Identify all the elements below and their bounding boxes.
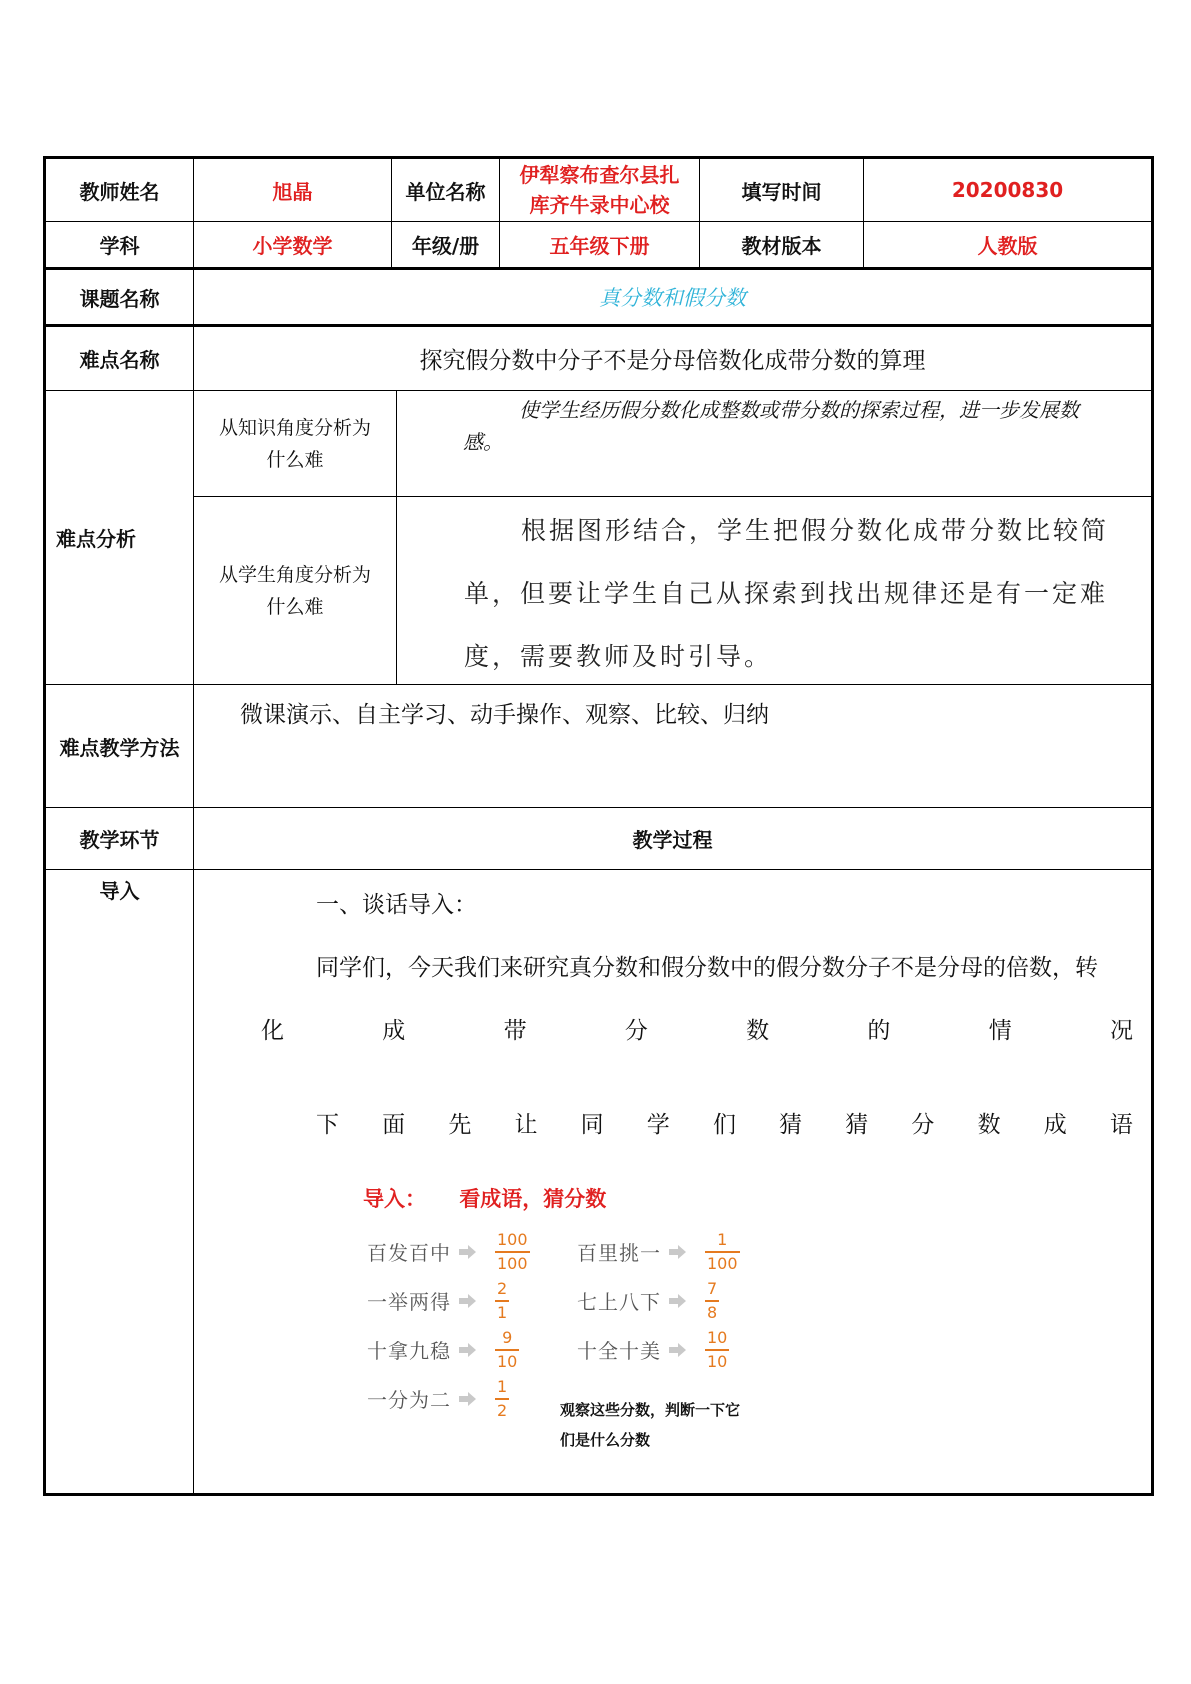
difficulty-name-label: 难点名称	[79, 348, 160, 372]
idiom-slide-title-prefix: 导入：	[363, 1187, 426, 1211]
fraction-denominator: 2	[497, 1400, 508, 1420]
fraction	[495, 1378, 509, 1420]
spread-char: 带	[503, 1018, 527, 1044]
arrow-right-icon	[669, 1339, 705, 1361]
subject-label: 学科	[99, 234, 140, 258]
spread-char: 的	[867, 1018, 891, 1044]
arrow-right-icon	[459, 1339, 495, 1361]
arrow-right-icon	[459, 1388, 495, 1410]
knowledge-angle-line-2: 什么难	[266, 448, 324, 471]
spread-char: 数	[746, 1018, 770, 1044]
fraction-numerator: 100	[497, 1230, 528, 1249]
spread-char: 猜	[779, 1112, 803, 1138]
idiom-item	[367, 1280, 509, 1322]
teacher-name-label: 教师姓名	[79, 179, 160, 204]
student-analysis-line-1: 根据图形结合，学生把假分数化成带分数比较简	[521, 516, 1110, 545]
idiom-text: 百里挑一	[577, 1241, 661, 1266]
idiom-text: 百发百中	[367, 1241, 451, 1266]
difficulty-name-value: 探究假分数中分子不是分母倍数化成带分数的算理	[419, 348, 926, 374]
fraction	[495, 1231, 530, 1273]
fraction-denominator: 10	[707, 1351, 728, 1371]
subject-value: 小学数学	[252, 234, 333, 258]
knowledge-analysis-line-2: 感。	[463, 430, 503, 454]
idiom-text: 十全十美	[577, 1339, 661, 1364]
teaching-method-value: 微课演示、自主学习、动手操作、观察、比较、归纳	[240, 702, 769, 728]
spread-char: 分	[911, 1112, 935, 1138]
spread-char: 先	[448, 1112, 472, 1138]
difficulty-analysis-label: 难点分析	[56, 527, 136, 551]
idiom-item	[577, 1329, 729, 1371]
unit-name-value	[500, 159, 699, 221]
fraction-numerator: 1	[497, 1377, 508, 1396]
idiom-text: 十拿九稳	[367, 1339, 451, 1364]
fraction-denominator: 100	[707, 1253, 738, 1273]
spread-char: 情	[988, 1018, 1012, 1044]
idiom-slide-note-line-1: 观察这些分数，判断一下它	[560, 1401, 741, 1419]
fraction-denominator: 1	[497, 1302, 508, 1322]
spread-char: 们	[712, 1112, 736, 1138]
student-angle-line-2: 什么难	[266, 595, 324, 618]
fill-date-label: 填写时间	[741, 179, 822, 204]
spread-char: 语	[1109, 1112, 1133, 1138]
spread-char: 学	[646, 1112, 670, 1138]
fraction-denominator: 10	[497, 1351, 518, 1371]
spread-char: 面	[382, 1112, 406, 1138]
fraction-numerator: 9	[502, 1328, 513, 1347]
spread-char: 猜	[845, 1112, 869, 1138]
idiom-item	[367, 1231, 530, 1273]
row-divider	[43, 684, 1154, 685]
intro-heading: 一、谈话导入：	[316, 892, 477, 918]
topic-value: 真分数和假分数	[599, 286, 746, 310]
idiom-item	[367, 1378, 509, 1420]
spread-char: 让	[514, 1112, 538, 1138]
table-border-bottom	[43, 1493, 1154, 1496]
fraction-numerator: 1	[717, 1230, 728, 1249]
fraction-denominator: 100	[497, 1253, 528, 1273]
spread-char: 化	[261, 1018, 284, 1044]
table-border-right	[1151, 156, 1154, 1496]
fraction	[705, 1231, 740, 1273]
arrow-right-icon	[669, 1241, 705, 1263]
intro-paragraph-line-2	[261, 1012, 1133, 1045]
knowledge-analysis-line-1: 使学生经历假分数化成整数或带分数的探索过程，进一步发展数	[519, 398, 1079, 422]
fraction	[495, 1280, 509, 1322]
arrow-right-icon	[459, 1290, 495, 1312]
idiom-text: 一举两得	[367, 1290, 451, 1315]
spread-char: 成	[382, 1018, 406, 1044]
fraction-numerator: 10	[707, 1328, 728, 1347]
idiom-slide-title-main: 看成语，猜分数	[459, 1187, 607, 1211]
idiom-item	[577, 1231, 740, 1273]
grade-label: 年级/册	[411, 234, 480, 258]
unit-name-line-1: 伊犁察布查尔县扎	[519, 163, 680, 187]
fill-date-value: 20200830	[951, 178, 1064, 202]
idiom-item	[367, 1329, 519, 1371]
idiom-text: 七上八下	[577, 1290, 661, 1315]
grade-value: 五年级下册	[549, 234, 650, 258]
teaching-stage-label: 教学环节	[79, 828, 160, 852]
teacher-name-value: 旭晶	[272, 179, 313, 204]
idiom-slide-note-line-2: 们是什么分数	[560, 1431, 651, 1449]
edition-label: 教材版本	[741, 234, 822, 258]
fraction-denominator: 8	[707, 1302, 718, 1322]
arrow-right-icon	[669, 1290, 705, 1312]
intro-paragraph-line-1: 同学们，今天我们来研究真分数和假分数中的假分数分子不是分母的倍数，转	[316, 955, 1098, 981]
column-divider	[396, 390, 397, 684]
fraction	[705, 1329, 729, 1371]
row-divider	[43, 869, 1154, 870]
student-angle-line-1: 从学生角度分析为	[218, 563, 371, 586]
knowledge-angle-line-1: 从知识角度分析为	[218, 416, 371, 439]
lesson-design-table	[43, 156, 1154, 1496]
idiom-slide-note	[560, 1395, 770, 1455]
spread-char: 同	[580, 1112, 604, 1138]
student-angle-label	[194, 497, 396, 684]
idiom-text: 一分为二	[367, 1388, 451, 1413]
spread-char: 况	[1109, 1018, 1133, 1044]
idiom-slide-title	[363, 1183, 606, 1213]
fraction-numerator: 2	[497, 1279, 508, 1298]
intro-paragraph-line-3	[316, 1106, 1133, 1139]
spread-char: 数	[977, 1112, 1001, 1138]
intro-stage-label: 导入	[99, 878, 140, 903]
knowledge-angle-label	[194, 391, 396, 496]
student-analysis-line-3: 度，需要教师及时引导。	[464, 642, 773, 671]
topic-label: 课题名称	[79, 286, 160, 311]
idiom-item	[577, 1280, 719, 1322]
teaching-method-label: 难点教学方法	[59, 735, 180, 760]
fraction	[495, 1329, 519, 1371]
spread-char: 分	[624, 1018, 648, 1044]
spread-char: 成	[1043, 1112, 1067, 1138]
arrow-right-icon	[459, 1241, 495, 1263]
edition-value: 人教版	[977, 234, 1038, 258]
spread-char: 下	[316, 1112, 339, 1138]
unit-name-label: 单位名称	[405, 179, 486, 204]
student-analysis-line-2: 单，但要让学生自己从探索到找出规律还是有一定难	[464, 579, 1109, 608]
fraction-numerator: 7	[707, 1279, 718, 1298]
unit-name-line-2: 库齐牛录中心校	[529, 193, 670, 217]
teaching-process-label: 教学过程	[632, 828, 713, 852]
fraction	[705, 1280, 719, 1322]
